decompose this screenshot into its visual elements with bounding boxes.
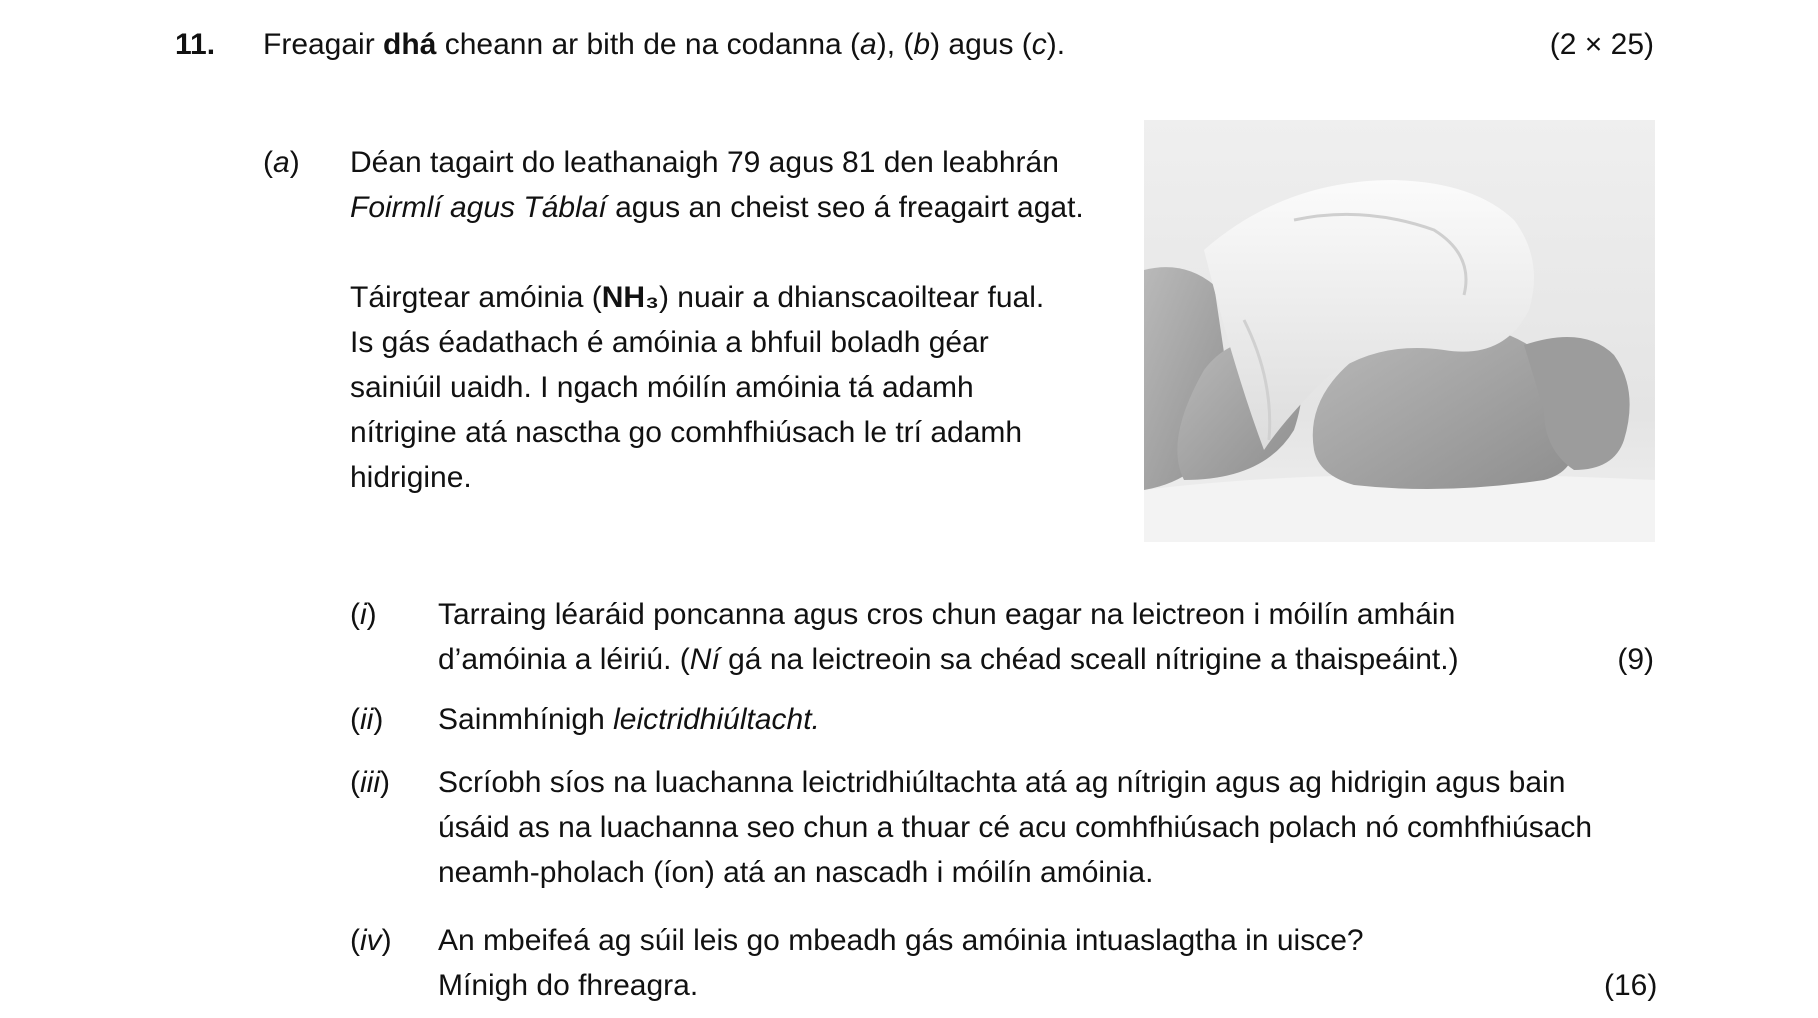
part-a-body: Táirgtear amóinia (NH₃) nuair a dhianscaoiltear fual. Is gás éadathach é amóinia a bhfuil boladh géar sainiúil uaidh. I ngach móilín amóinia tá adamh nítrigine atá nasctha go comhfhiúsach le trí adamh hidrigine. — [350, 281, 1045, 494]
subpart-iv-line2: Mínigh do fhreagra. — [438, 969, 699, 1002]
baby-photo-illustration — [1144, 120, 1655, 542]
subpart-i-label: (i) — [350, 598, 377, 631]
subpart-iv-marks: (16) — [1604, 969, 1658, 1002]
subpart-iv-line1: An mbeifeá ag súil leis go mbeadh gás amóinia intuaslagtha in uisce? — [438, 924, 1364, 957]
question-instruction: Freagair dhá cheann ar bith de na codanna (a), (b) agus (c). — [263, 28, 1066, 61]
part-a-label: (a) — [263, 146, 300, 179]
question-number: 11. — [175, 28, 216, 61]
subpart-iii-text: Scríobh síos na luachanna leictridhiúltachta atá ag nítrigin agus ag hidrigin agus bain úsáid as na luachanna seo chun a thuar cé acu comhfhiúsach polach nó comhfhiúsach neamh-pholach (íon) atá an nascadh i móilín amóinia. — [438, 766, 1593, 889]
question-marks: (2 × 25) — [1549, 28, 1654, 61]
subpart-iii-label: (iii) — [350, 766, 390, 799]
subpart-i-marks: (9) — [1617, 643, 1654, 676]
subpart-ii-text: Sainmhínigh leictridhiúltacht. — [438, 703, 820, 736]
baby-photo — [1144, 120, 1655, 542]
ammonia-formula: NH₃ — [601, 281, 659, 314]
subpart-ii-label: (ii) — [350, 703, 384, 736]
subpart-iv-label: (iv) — [350, 924, 392, 957]
subpart-i-text: Tarraing léaráid poncanna agus cros chun eagar na leictreon i móilín amháin d’amóinia a léiriú. (Ní gá na leictreoin sa chéad sceall nítrigine a thaispeáint.) — [438, 598, 1459, 676]
part-a-text — [350, 140, 1110, 500]
part-a-intro: Déan tagairt do leathanaigh 79 agus 81 den leabhrán Foirmlí agus Táblaí agus an cheist seo á freagairt agat. — [350, 146, 1084, 224]
